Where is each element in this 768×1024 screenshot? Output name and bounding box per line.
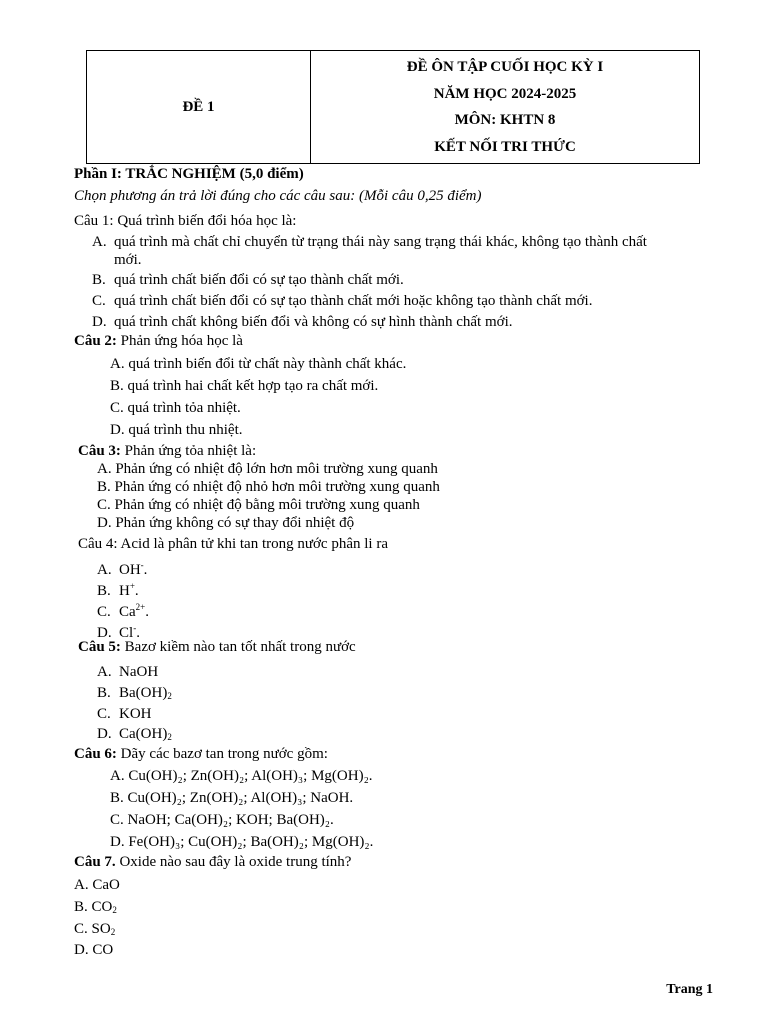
ion-formula: Cl bbox=[119, 625, 134, 641]
option-7c bbox=[74, 920, 115, 941]
formula-subscript: 2 bbox=[167, 691, 172, 701]
option-2a: A. quá trình biến đổi từ chất này thành chất khác. bbox=[110, 356, 407, 372]
option-6d: D. Fe(OH)₃; Cu(OH)₂; Ba(OH)₂; Mg(OH)₂. bbox=[110, 834, 374, 850]
formula: CO bbox=[91, 899, 113, 915]
question-text: Phản ứng tỏa nhiệt là: bbox=[124, 443, 257, 459]
option-letter: C. bbox=[74, 921, 88, 937]
question-1 bbox=[74, 212, 296, 230]
ion-charge: - bbox=[140, 560, 144, 570]
option-letter: B. bbox=[97, 685, 111, 701]
option-text: quá trình chất không biến đổi và không có sự hình thành chất mới. bbox=[114, 314, 513, 330]
option-4c bbox=[97, 598, 149, 621]
question-text: Oxide nào sau đây là oxide trung tính? bbox=[119, 854, 352, 870]
option-letter: A. bbox=[74, 877, 89, 893]
option-1a-continued: mới. bbox=[114, 252, 142, 268]
page-number: Trang 1 bbox=[666, 982, 713, 997]
option-3b: B. Phản ứng có nhiệt độ nhỏ hơn môi trường xung quanh bbox=[97, 479, 440, 495]
option-end: . bbox=[143, 562, 148, 578]
formula-subscript: 2 bbox=[167, 732, 172, 742]
option-letter: B. bbox=[74, 899, 88, 915]
question-7 bbox=[74, 853, 351, 871]
option-1a bbox=[92, 233, 647, 251]
ion-formula: OH bbox=[119, 562, 141, 578]
option-letter: C. bbox=[92, 293, 106, 309]
option-2c: C. quá trình tỏa nhiệt. bbox=[110, 400, 241, 416]
option-3d: D. Phản ứng không có sự thay đổi nhiệt độ bbox=[97, 515, 355, 531]
option-3a: A. Phản ứng có nhiệt độ lớn hơn môi trường xung quanh bbox=[97, 461, 438, 477]
question-label: Câu 2: bbox=[74, 333, 117, 349]
option-4b bbox=[97, 577, 139, 600]
option-6c: C. NaOH; Ca(OH)₂; KOH; Ba(OH)₂. bbox=[110, 812, 334, 828]
option-3c: C. Phản ứng có nhiệt độ bằng môi trường xung quanh bbox=[97, 497, 420, 513]
question-label: Câu 3: bbox=[78, 443, 121, 459]
question-2 bbox=[74, 332, 243, 350]
option-1d bbox=[92, 313, 513, 331]
option-letter: A. bbox=[92, 234, 107, 250]
exam-title-block bbox=[311, 51, 699, 163]
option-text: quá trình chất biến đổi có sự tạo thành chất mới hoặc không tạo thành chất mới. bbox=[114, 293, 593, 309]
ion-charge: - bbox=[133, 623, 137, 633]
subject: MÔN: KHTN 8 bbox=[454, 112, 556, 128]
question-5 bbox=[78, 638, 356, 656]
ion-charge: + bbox=[129, 581, 135, 591]
formula: CaO bbox=[92, 877, 120, 893]
option-1b bbox=[92, 271, 404, 289]
section-instruction: Chọn phương án trả lời đúng cho các câu sau: (Mỗi câu 0,25 điểm) bbox=[74, 188, 482, 204]
option-end: . bbox=[136, 625, 140, 641]
formula: Ba(OH) bbox=[119, 685, 168, 701]
option-letter: C. bbox=[97, 604, 111, 620]
formula: SO bbox=[91, 921, 111, 937]
question-label: Câu 6: bbox=[74, 746, 117, 762]
question-4 bbox=[78, 535, 388, 553]
option-letter: D. bbox=[74, 942, 89, 958]
question-6 bbox=[74, 745, 328, 763]
option-7d bbox=[74, 941, 113, 962]
formula: Ca(OH) bbox=[119, 726, 168, 742]
option-5d bbox=[97, 725, 172, 746]
option-letter: D. bbox=[97, 726, 112, 742]
option-1c bbox=[92, 292, 592, 310]
question-label: Câu 5: bbox=[78, 639, 121, 655]
option-letter: D. bbox=[97, 625, 112, 641]
option-6b: B. Cu(OH)₂; Zn(OH)₂; Al(OH)₃; NaOH. bbox=[110, 790, 354, 806]
ion-formula: H bbox=[119, 583, 130, 599]
ion-charge: 2+ bbox=[135, 602, 146, 612]
option-text: quá trình mà chất chỉ chuyển từ trạng thái này sang trạng thái khác, không tạo thành chất bbox=[114, 234, 647, 250]
formula-subscript: 2 bbox=[110, 927, 116, 937]
section-title: Phần I: TRẮC NGHIỆM (5,0 điểm) bbox=[74, 166, 304, 182]
option-2b: B. quá trình hai chất kết hợp tạo ra chất mới. bbox=[110, 378, 379, 394]
option-letter: B. bbox=[92, 272, 106, 288]
option-7b bbox=[74, 898, 117, 919]
question-text: Phản ứng hóa học là bbox=[120, 333, 243, 349]
option-4a bbox=[97, 556, 147, 579]
question-label: Câu 4: bbox=[78, 536, 118, 552]
formula: CO bbox=[92, 942, 114, 958]
question-label: Câu 7. bbox=[74, 854, 116, 870]
option-letter: B. bbox=[97, 583, 111, 599]
option-letter: D. bbox=[92, 314, 107, 330]
option-end: . bbox=[145, 604, 149, 620]
exam-header-table bbox=[86, 50, 700, 164]
option-5a bbox=[97, 663, 158, 684]
question-3 bbox=[78, 442, 256, 460]
ion-formula: Ca bbox=[119, 604, 136, 620]
school-year: NĂM HỌC 2024-2025 bbox=[433, 85, 577, 102]
question-text: Quá trình biến đổi hóa học là: bbox=[117, 213, 297, 229]
exam-code: ĐỀ 1 bbox=[87, 51, 311, 163]
option-text: quá trình chất biến đổi có sự tạo thành chất mới. bbox=[114, 272, 404, 288]
formula-subscript: 2 bbox=[112, 905, 117, 915]
option-5c bbox=[97, 705, 152, 726]
option-letter: A. bbox=[97, 664, 112, 680]
option-2d: D. quá trình thu nhiệt. bbox=[110, 422, 243, 438]
question-text: Bazơ kiềm nào tan tốt nhất trong nước bbox=[124, 639, 356, 655]
option-letter: A. bbox=[97, 562, 112, 578]
formula: NaOH bbox=[119, 664, 159, 680]
exam-title: ĐỀ ÔN TẬP CUỐI HỌC KỲ I bbox=[406, 59, 604, 75]
textbook-series: KẾT NỐI TRI THỨC bbox=[434, 138, 576, 155]
option-5b bbox=[97, 684, 172, 705]
question-label: Câu 1: bbox=[74, 213, 114, 229]
option-7a bbox=[74, 876, 120, 897]
option-letter: C. bbox=[97, 706, 111, 722]
option-end: . bbox=[134, 583, 139, 599]
question-text: Dãy các bazơ tan trong nước gồm: bbox=[120, 746, 328, 762]
question-text: Acid là phân tử khi tan trong nước phân li ra bbox=[120, 536, 388, 552]
option-6a: A. Cu(OH)₂; Zn(OH)₂; Al(OH)₃; Mg(OH)₂. bbox=[110, 768, 373, 784]
formula: KOH bbox=[119, 706, 152, 722]
